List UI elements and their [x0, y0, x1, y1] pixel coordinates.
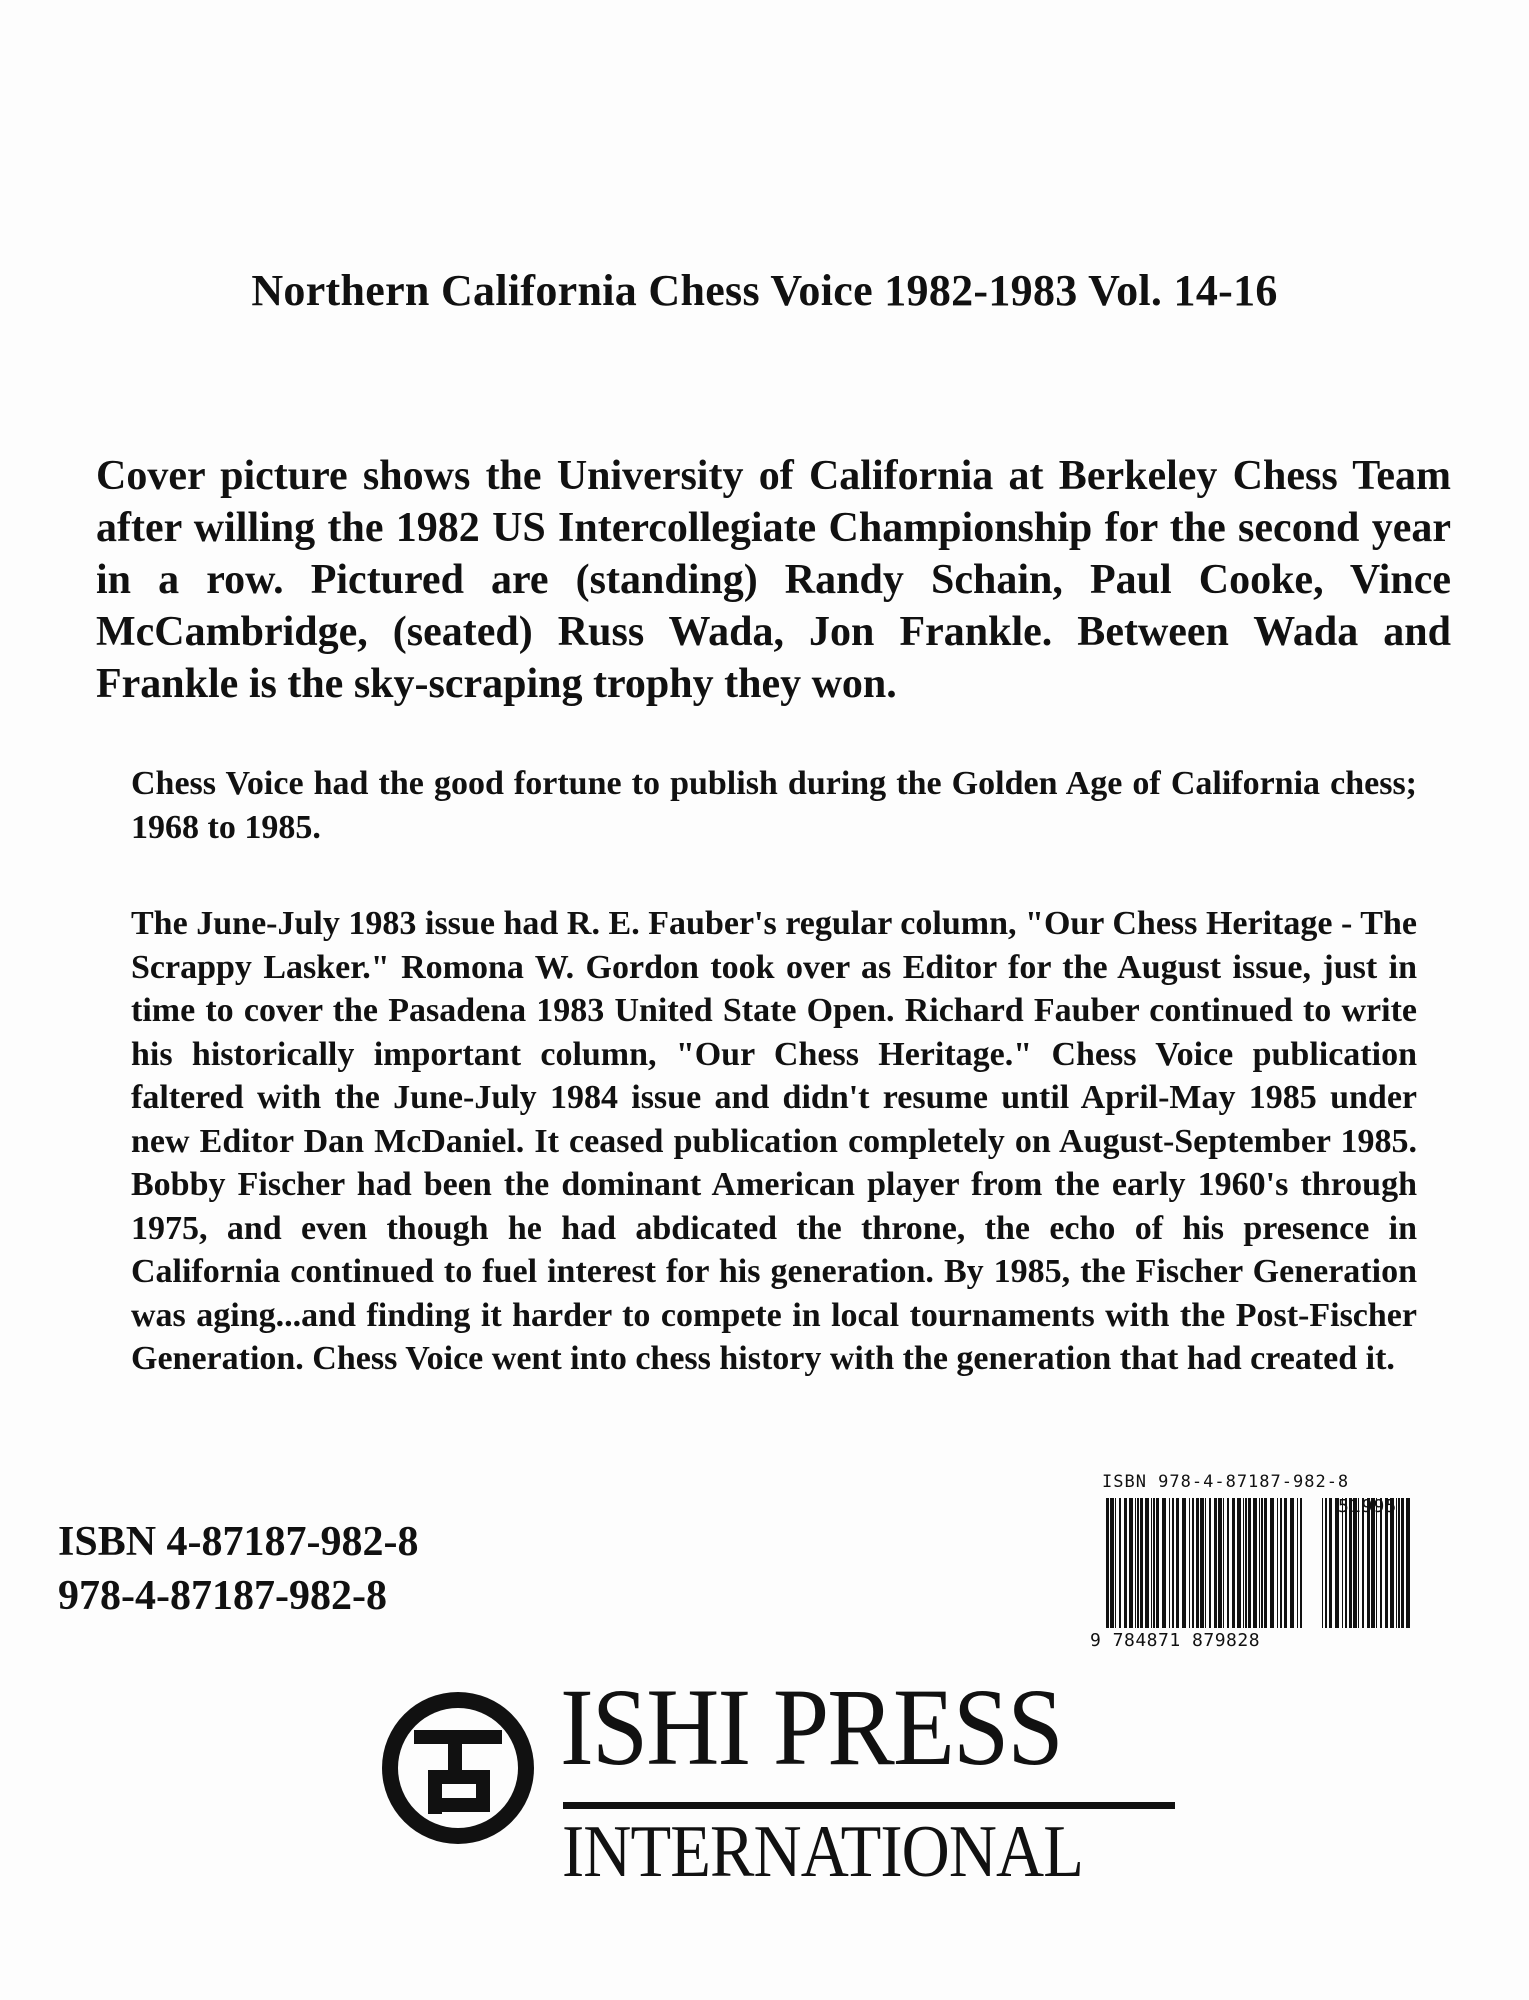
barcode-bar — [1156, 1498, 1159, 1628]
barcode-bar — [1398, 1498, 1400, 1628]
barcode-bar — [1189, 1498, 1190, 1628]
barcode-bar — [1232, 1498, 1235, 1628]
barcode-bar — [1342, 1498, 1343, 1628]
barcode-bar — [1376, 1498, 1377, 1628]
barcode-bar — [1172, 1498, 1174, 1628]
barcode-bar — [1145, 1498, 1149, 1628]
intro-paragraph: Chess Voice had the good fortune to publish during the Golden Age of California chess; 1968 to 1985. — [131, 765, 1417, 846]
history-paragraph: The June-July 1983 issue had R. E. Fauber's regular column, "Our Chess Heritage - The Scrappy Lasker." Romona W. Gordon took over as Editor for the August issue, just in time to cover the Pasadena 1983 United State Open. Richard Fauber continued to write his historically important column, "Our Chess Heritage." Chess Voice publication faltered with the June-July 1984 issue and didn't resume until April-May 1985 under new Editor Dan McDaniel. It ceased publication completely on August-September 1985. Bobby Fischer had been the dominant American player from the early 1960's through 1975, and even though he had abdicated the throne, the echo of his presence in California continued to fuel interest for his generation. By 1985, the Fischer Generation was aging...and finding it harder to compete in local tournaments with the Post-Fischer Generation. Chess Voice went into chess history with the generation that had created it. — [131, 905, 1417, 1377]
barcode-bar — [1245, 1498, 1247, 1628]
ishi-press-logo-icon — [378, 1688, 538, 1848]
publisher-name: ISHI PRESS — [560, 1666, 1062, 1788]
barcode-bar — [1406, 1498, 1410, 1628]
barcode-bar — [1325, 1498, 1327, 1628]
barcode — [1090, 1472, 1415, 1652]
barcode-bar — [1192, 1498, 1194, 1628]
barcode-bar — [1349, 1498, 1352, 1628]
barcode-bar — [1106, 1498, 1109, 1628]
barcode-bar — [1169, 1498, 1170, 1628]
barcode-isbn-label: ISBN 978-4-87187-982-8 — [1102, 1472, 1350, 1492]
barcode-bar — [1390, 1498, 1394, 1628]
barcode-bar — [1297, 1498, 1298, 1628]
barcode-bar — [1362, 1498, 1364, 1628]
barcode-bar — [1335, 1498, 1339, 1628]
barcode-bar — [1264, 1498, 1267, 1628]
barcode-bar — [1124, 1498, 1127, 1628]
barcode-bar — [1371, 1498, 1375, 1628]
barcode-bar — [1280, 1498, 1282, 1628]
barcode-number: 9 784871 879828 — [1090, 1630, 1261, 1651]
barcode-bar — [1119, 1498, 1121, 1628]
barcode-bar — [1214, 1498, 1217, 1628]
barcode-bar — [1182, 1498, 1186, 1628]
barcode-bar — [1248, 1498, 1251, 1628]
barcode-bar — [1135, 1498, 1136, 1628]
barcode-bar — [1270, 1498, 1274, 1628]
barcode-bar — [1205, 1498, 1206, 1628]
publisher-rule — [563, 1802, 1175, 1809]
barcode-bar — [1209, 1498, 1211, 1628]
barcode-bar — [1329, 1498, 1332, 1628]
cover-picture-description: Cover picture shows the University of California at Berkeley Chess Team after willing the 1982 US Intercollegiate Championship for the second year in a row. Pictured are (standing) Randy Schain, Paul Cooke, Vince McCambridge, (seated) Russ Wada, Jon Frankle. Between Wada and Frankle is the sky-scraping trophy they won. — [96, 453, 1451, 707]
barcode-bar — [1227, 1498, 1229, 1628]
barcode-bar — [1353, 1498, 1357, 1628]
isbn-block — [58, 1515, 419, 1623]
barcode-bar — [1385, 1498, 1388, 1628]
barcode-bar — [1200, 1498, 1204, 1628]
barcode-bar — [1300, 1498, 1302, 1628]
barcode-bar — [1137, 1498, 1139, 1628]
barcode-bar — [1153, 1498, 1155, 1628]
barcode-bar — [1401, 1498, 1404, 1628]
barcode-bar — [1223, 1498, 1224, 1628]
barcode-price-code: 51995 — [1338, 1496, 1398, 1517]
barcode-bar — [1284, 1498, 1287, 1628]
barcode-bar — [1129, 1498, 1133, 1628]
barcode-bar — [1253, 1498, 1257, 1628]
barcode-bar — [1243, 1498, 1244, 1628]
barcode-bar — [1358, 1498, 1359, 1628]
barcode-bar — [1290, 1498, 1294, 1628]
barcode-bar — [1277, 1498, 1278, 1628]
barcode-bar — [1151, 1498, 1152, 1628]
isbn-10: ISBN 4-87187-982-8 — [58, 1519, 419, 1565]
book-title: Northern California Chess Voice 1982-1983 Vol. 14-16 — [251, 266, 1278, 315]
barcode-bar — [1261, 1498, 1263, 1628]
barcode-bar — [1140, 1498, 1143, 1628]
barcode-bar — [1367, 1498, 1370, 1628]
publisher-subtitle: INTERNATIONAL — [562, 1811, 1084, 1893]
barcode-bar — [1218, 1498, 1222, 1628]
barcode-bar — [1176, 1498, 1179, 1628]
barcode-bar — [1237, 1498, 1241, 1628]
barcode-bar — [1110, 1498, 1114, 1628]
barcode-bar — [1115, 1498, 1116, 1628]
isbn-13: 978-4-87187-982-8 — [58, 1573, 387, 1619]
barcode-bar — [1380, 1498, 1382, 1628]
barcode-bar — [1259, 1498, 1260, 1628]
barcode-bar — [1345, 1498, 1347, 1628]
barcode-bar — [1162, 1498, 1166, 1628]
barcode-bar — [1322, 1498, 1323, 1628]
barcode-bar — [1396, 1498, 1397, 1628]
barcode-bar — [1196, 1498, 1199, 1628]
